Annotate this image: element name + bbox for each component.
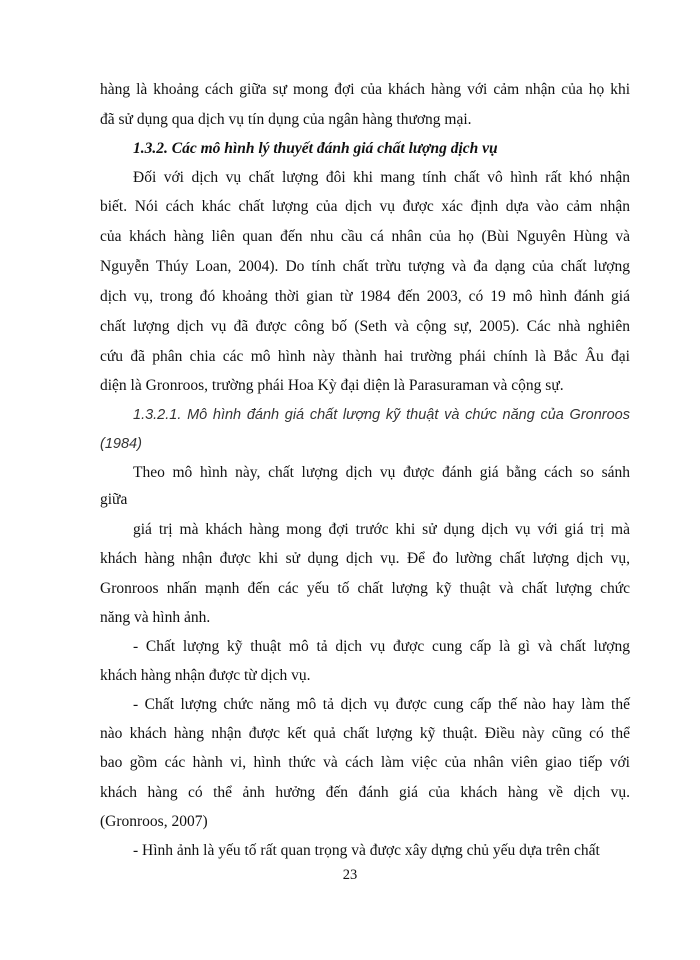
body-text-line: nào khách hàng nhận được kết quả chất lượng kỹ thuật. Điều này cũng có thể <box>100 725 630 742</box>
section-heading: 1.3.2. Các mô hình lý thuyết đánh giá chất lượng dịch vụ <box>133 140 498 157</box>
body-text-line: chất lượng dịch vụ đã được công bố (Seth và cộng sự, 2005). Các nhà nghiên <box>100 318 630 335</box>
body-text-line: biết. Nói cách khác chất lượng của dịch vụ được xác định dựa vào cảm nhận <box>100 198 630 215</box>
body-text-line: của khách hàng liên quan đến nhu cầu cá nhân của họ (Bùi Nguyên Hùng và <box>100 228 630 245</box>
body-text-line: (Gronroos, 2007) <box>100 813 208 830</box>
body-text-line: diện là Gronroos, trường phái Hoa Kỳ đại diện là Parasuraman và cộng sự. <box>100 377 564 394</box>
body-text-line: Đối với dịch vụ chất lượng đôi khi mang tính chất vô hình rất khó nhận <box>133 169 630 186</box>
bullet-item: - Hình ảnh là yếu tố rất quan trọng và được xây dựng chủ yếu dựa trên chất <box>133 842 600 859</box>
body-text-line: Theo mô hình này, chất lượng dịch vụ được đánh giá bằng cách so sánh <box>133 464 630 481</box>
body-text-line: hàng là khoảng cách giữa sự mong đợi của khách hàng với cảm nhận của họ khi <box>100 81 630 98</box>
body-text-line: khách hàng nhận được khi sử dụng dịch vụ. Để đo lường chất lượng dịch vụ, <box>100 550 630 567</box>
body-text-line: cứu đã phân chia các mô hình này thành hai trường phái chính là Bắc Âu đại <box>100 348 630 365</box>
body-text-line: Gronroos nhấn mạnh đến các yếu tố chất lượng kỹ thuật và chất lượng chức <box>100 580 630 597</box>
body-text-line: khách hàng nhận được từ dịch vụ. <box>100 667 311 684</box>
bullet-item: - Chất lượng kỹ thuật mô tả dịch vụ được cung cấp là gì và chất lượng <box>133 638 630 655</box>
body-text-line: giá trị mà khách hàng mong đợi trước khi sử dụng dịch vụ với giá trị mà <box>133 521 630 538</box>
body-text-line: giữa <box>100 491 128 508</box>
body-text-line: năng và hình ảnh. <box>100 609 211 626</box>
body-text-line: đã sử dụng qua dịch vụ tín dụng của ngân hàng thương mại. <box>100 111 472 128</box>
subsection-heading: 1.3.2.1. Mô hình đánh giá chất lượng kỹ thuật và chức năng của Gronroos <box>133 407 630 423</box>
body-text-line: Nguyễn Thúy Loan, 2004). Do tính chất trừu tượng và đa dạng của chất lượng <box>100 258 630 275</box>
bullet-item: - Chất lượng chức năng mô tả dịch vụ được cung cấp thế nào hay làm thế <box>133 696 630 713</box>
subsection-heading-continuation: (1984) <box>100 436 142 452</box>
body-text-line: bao gồm các hành vi, hình thức và cách làm việc của nhân viên giao tiếp với <box>100 754 630 771</box>
body-text-line: khách hàng có thể ảnh hưởng đến đánh giá của khách hàng về dịch vụ. <box>100 784 630 801</box>
page-number: 23 <box>342 867 358 883</box>
body-text-line: dịch vụ, trong đó khoảng thời gian từ 1984 đến 2003, có 19 mô hình đánh giá <box>100 288 630 305</box>
